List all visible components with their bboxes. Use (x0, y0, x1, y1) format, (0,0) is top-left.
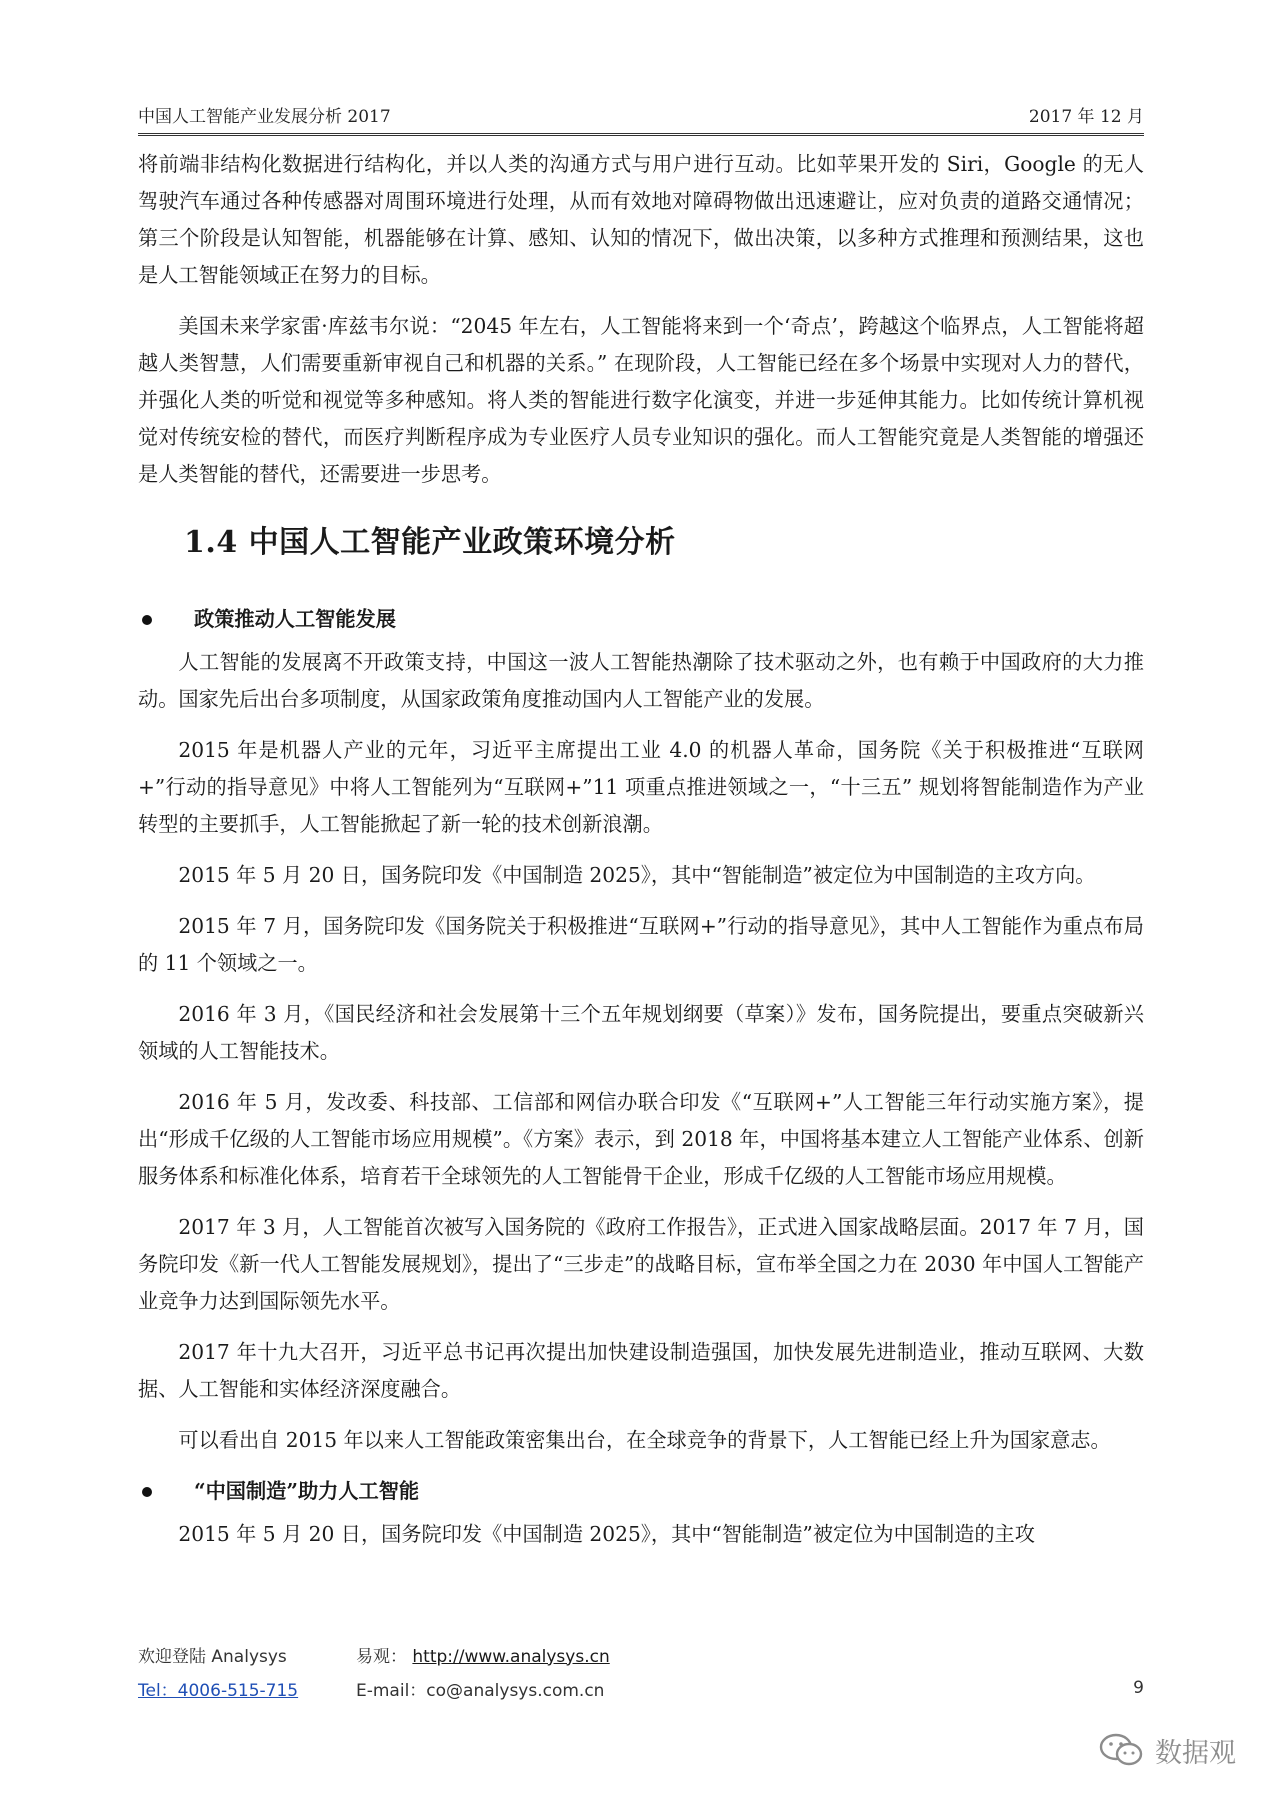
footer-email: E-mail：co@analysys.com.cn (356, 1680, 605, 1701)
page-number: 9 (1133, 1678, 1144, 1698)
footer-welcome: 欢迎登陆 Analysys (138, 1646, 287, 1667)
paragraph: 2015 年 7 月，国务院印发《国务院关于积极推进“互联网+”行动的指导意见》，其中人工智能作为重点布局的 11 个领域之一。 (138, 914, 1144, 975)
paragraph: 美国未来学家雷·库兹韦尔说：“2045 年左右，人工智能将来到一个‘奇点’，跨越这个临界点，人工智能将超越人类智慧，人们需要重新审视自己和机器的关系。” 在现阶段，人工智能已经在多个场景中实现对人力的替代，并强化人类的听觉和视觉等多种感知。将人类的智能进行数字化演变，并进一步延伸其能力。比如传统计算机视觉对传统安检的替代，而医疗判断程序成为专业医疗人员专业知识的强化。而人工智能究竟是人类智能的增强还是人类智能的替代，还需要进一步思考。 (138, 314, 1144, 486)
watermark-text: 数据观 (1155, 1737, 1236, 1769)
header-title: 中国人工智能产业发展分析 2017 (138, 107, 391, 127)
paragraph: 将前端非结构化数据进行结构化，并以人类的沟通方式与用户进行互动。比如苹果开发的 Siri，Google 的无人驾驶汽车通过各种传感器对周围环境进行处理，从而有效地对障碍物做出迅速避让，应对负责的道路交通情况；第三个阶段是认知智能，机器能够在计算、感知、认知的情况下，做出决策，以多种方式推理和预测结果，这也是人工智能领域正在努力的目标。 (138, 152, 1144, 287)
bullet-icon (142, 1487, 152, 1497)
footer-tel-wrap (138, 1676, 356, 1701)
paragraph: 2017 年十九大召开，习近平总书记再次提出加快建设制造强国，加快发展先进制造业，推动互联网、大数据、人工智能和实体经济深度融合。 (138, 1340, 1144, 1401)
bullet-icon (142, 615, 152, 625)
footer-row (138, 1637, 1144, 1671)
footer-site-label: 易观： (356, 1646, 407, 1667)
bullet-heading (138, 601, 1144, 638)
bullet-heading-label: 政策推动人工智能发展 (194, 607, 396, 631)
paragraph: 2016 年 5 月，发改委、科技部、工信部和网信办联合印发《“互联网+”人工智能三年行动实施方案》，提出“形成千亿级的人工智能市场应用规模”。《方案》表示，到 2018 年，中国将基本建立人工智能产业体系、创新服务体系和标准化体系，培育若干全球领先的人工智能骨干企业，形成千亿级的人工智能市场应用规模。 (138, 1090, 1144, 1188)
bullet-heading (138, 1473, 1144, 1510)
footer-site (356, 1642, 1144, 1667)
footer-row (138, 1671, 1144, 1705)
section-heading: 1.4 中国人工智能产业政策环境分析 (184, 525, 676, 560)
watermark (1097, 1730, 1236, 1770)
paragraph: 人工智能的发展离不开政策支持，中国这一波人工智能热潮除了技术驱动之外，也有赖于中国政府的大力推动。国家先后出台多项制度，从国家政策角度推动国内人工智能产业的发展。 (138, 650, 1144, 711)
page-header (138, 102, 1144, 134)
paragraph: 2015 年是机器人产业的元年，习近平主席提出工业 4.0 的机器人革命，国务院《关于积极推进“互联网+”行动的指导意见》中将人工智能列为“互联网+”11 项重点推进领域之一，“十三五” 规划将智能制造作为产业转型的主要抓手，人工智能掀起了新一轮的技术创新浪潮。 (138, 738, 1144, 836)
website-link[interactable]: http://www.analysys.cn (412, 1646, 610, 1667)
phone-link[interactable]: Tel：4006-515-715 (138, 1680, 299, 1701)
wechat-icon (1097, 1730, 1147, 1770)
page-body (138, 146, 1144, 1567)
header-divider (138, 135, 1144, 136)
bullet-heading-label: “中国制造”助力人工智能 (194, 1479, 420, 1503)
paragraph: 2016 年 3 月，《国民经济和社会发展第十三个五年规划纲要（草案）》发布，国务院提出，要重点突破新兴领域的人工智能技术。 (138, 1002, 1144, 1063)
paragraph: 2017 年 3 月，人工智能首次被写入国务院的《政府工作报告》，正式进入国家战略层面。2017 年 7 月，国务院印发《新一代人工智能发展规划》，提出了“三步走”的战略目标，宣布举全国之力在 2030 年中国人工智能产业竞争力达到国际领先水平。 (138, 1215, 1144, 1313)
page-footer (138, 1637, 1144, 1705)
paragraph: 2015 年 5 月 20 日，国务院印发《中国制造 2025》，其中“智能制造”被定位为中国制造的主攻方向。 (178, 863, 1096, 887)
paragraph: 可以看出自 2015 年以来人工智能政策密集出台，在全球竞争的背景下，人工智能已经上升为国家意志。 (178, 1428, 1111, 1452)
paragraph: 2015 年 5 月 20 日，国务院印发《中国制造 2025》，其中“智能制造”被定位为中国制造的主攻 (178, 1522, 1035, 1546)
header-date: 2017 年 12 月 (1028, 107, 1144, 127)
